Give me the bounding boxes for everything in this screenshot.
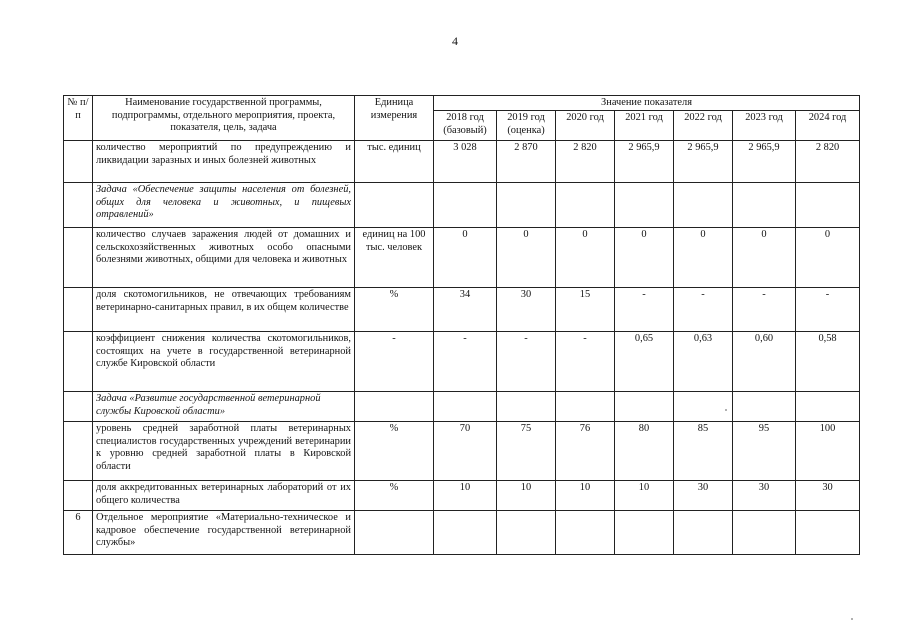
value-cell	[796, 183, 860, 228]
value-cell: -	[497, 332, 556, 392]
header-year: 2022 год	[674, 111, 733, 141]
task-title: Задача «Обеспечение защиты населения от болезней, общих для человека и животных, и пищевых отравлений»	[93, 183, 355, 228]
indicator-name: Отдельное мероприятие «Материально-техническое и кадровое обеспечение государственной ветеринарной службы»	[93, 511, 355, 555]
value-cell	[733, 511, 796, 555]
value-cell: 85	[674, 422, 733, 481]
row-num	[64, 141, 93, 183]
indicator-unit: %	[355, 288, 434, 332]
page-number: 4	[452, 34, 458, 48]
value-cell	[434, 392, 497, 422]
value-cell: 0	[615, 228, 674, 288]
value-cell: 10	[497, 481, 556, 511]
row-num	[64, 288, 93, 332]
value-cell: 0	[733, 228, 796, 288]
table-row	[64, 288, 860, 332]
value-cell	[615, 392, 674, 422]
value-cell: 0	[497, 228, 556, 288]
header-unit: Единица измерения	[355, 96, 434, 141]
value-cell: 30	[733, 481, 796, 511]
value-cell: -	[796, 288, 860, 332]
value-cell	[796, 511, 860, 555]
row-num	[64, 332, 93, 392]
value-cell: 100	[796, 422, 860, 481]
header-num: № п/п	[64, 96, 93, 141]
header-values: Значение показателя	[434, 96, 860, 111]
value-cell: 30	[674, 481, 733, 511]
value-cell: -	[434, 332, 497, 392]
header-year: 2024 год	[796, 111, 860, 141]
task-title: Задача «Развитие государственной ветеринарной службы Кировской области»	[93, 392, 355, 422]
indicator-name: доля скотомогильников, не отвечающих требованиям ветеринарно-санитарных правил, в их общем количестве	[93, 288, 355, 332]
value-cell: 0,60	[733, 332, 796, 392]
value-cell: 2 820	[796, 141, 860, 183]
header-year: 2023 год	[733, 111, 796, 141]
header-year: 2020 год	[556, 111, 615, 141]
table-row	[64, 141, 860, 183]
table-row	[64, 422, 860, 481]
value-cell: 76	[556, 422, 615, 481]
value-cell: -	[733, 288, 796, 332]
value-cell: 0,58	[796, 332, 860, 392]
value-cell: 0	[434, 228, 497, 288]
indicator-name: количество мероприятий по предупреждению и ликвидации заразных и иных болезней животных	[93, 141, 355, 183]
indicator-name: количество случаев заражения людей от домашних и сельскохозяйственных животных особо опасными болезнями животных, общими для человека и животных	[93, 228, 355, 288]
value-cell: 10	[556, 481, 615, 511]
table-row	[64, 511, 860, 555]
indicator-unit	[355, 392, 434, 422]
row-num: 6	[64, 511, 93, 555]
indicator-unit: единиц на 100 тыс. человек	[355, 228, 434, 288]
value-cell: 80	[615, 422, 674, 481]
table-row	[64, 183, 860, 228]
header-year: 2018 год (базовый)	[434, 111, 497, 141]
value-cell: 30	[497, 288, 556, 332]
value-cell	[497, 183, 556, 228]
value-cell	[615, 183, 674, 228]
value-cell	[796, 392, 860, 422]
value-cell: 15	[556, 288, 615, 332]
value-cell	[674, 511, 733, 555]
value-cell	[674, 183, 733, 228]
value-cell: 2 870	[497, 141, 556, 183]
value-cell	[434, 183, 497, 228]
value-cell	[556, 392, 615, 422]
value-cell	[733, 392, 796, 422]
header-year: 2021 год	[615, 111, 674, 141]
value-cell: 30	[796, 481, 860, 511]
value-cell: 0	[674, 228, 733, 288]
indicator-unit	[355, 183, 434, 228]
value-cell: 0,65	[615, 332, 674, 392]
row-num	[64, 228, 93, 288]
indicator-unit: тыс. единиц	[355, 141, 434, 183]
indicator-name: уровень средней заработной платы ветеринарных специалистов государственных учреждений ветеринарии к уровню средней заработной платы в Кировской области	[93, 422, 355, 481]
indicator-unit: -	[355, 332, 434, 392]
value-cell	[556, 183, 615, 228]
value-cell: 2 965,9	[615, 141, 674, 183]
value-cell: 70	[434, 422, 497, 481]
indicator-unit: %	[355, 422, 434, 481]
value-cell	[497, 392, 556, 422]
table-row	[64, 332, 860, 392]
value-cell: 10	[434, 481, 497, 511]
value-cell: -	[556, 332, 615, 392]
value-cell	[497, 511, 556, 555]
table-row	[64, 392, 860, 422]
value-cell: 3 028	[434, 141, 497, 183]
table-row	[64, 228, 860, 288]
value-cell: -	[674, 288, 733, 332]
value-cell: 0	[556, 228, 615, 288]
header-name: Наименование государственной программы, подпрограммы, отдельного мероприятия, проекта, показателя, цель, задача	[93, 96, 355, 141]
scan-speck	[725, 409, 727, 411]
value-cell: 95	[733, 422, 796, 481]
value-cell: 2 965,9	[674, 141, 733, 183]
scan-speck	[851, 618, 853, 620]
indicators-table	[63, 95, 860, 555]
value-cell: -	[615, 288, 674, 332]
table-row	[64, 481, 860, 511]
value-cell	[733, 183, 796, 228]
indicator-name: коэффициент снижения количества скотомогильников, состоящих на учете в государственной ветеринарной службе Кировской области	[93, 332, 355, 392]
value-cell	[674, 392, 733, 422]
value-cell	[615, 511, 674, 555]
indicator-unit	[355, 511, 434, 555]
row-num	[64, 183, 93, 228]
header-year: 2019 год (оценка)	[497, 111, 556, 141]
indicator-name: доля аккредитованных ветеринарных лабораторий от их общего количества	[93, 481, 355, 511]
value-cell	[556, 511, 615, 555]
value-cell: 10	[615, 481, 674, 511]
value-cell: 0,63	[674, 332, 733, 392]
row-num	[64, 392, 93, 422]
value-cell: 34	[434, 288, 497, 332]
value-cell: 2 820	[556, 141, 615, 183]
indicator-unit: %	[355, 481, 434, 511]
value-cell: 75	[497, 422, 556, 481]
row-num	[64, 422, 93, 481]
value-cell: 2 965,9	[733, 141, 796, 183]
row-num	[64, 481, 93, 511]
value-cell	[434, 511, 497, 555]
value-cell: 0	[796, 228, 860, 288]
